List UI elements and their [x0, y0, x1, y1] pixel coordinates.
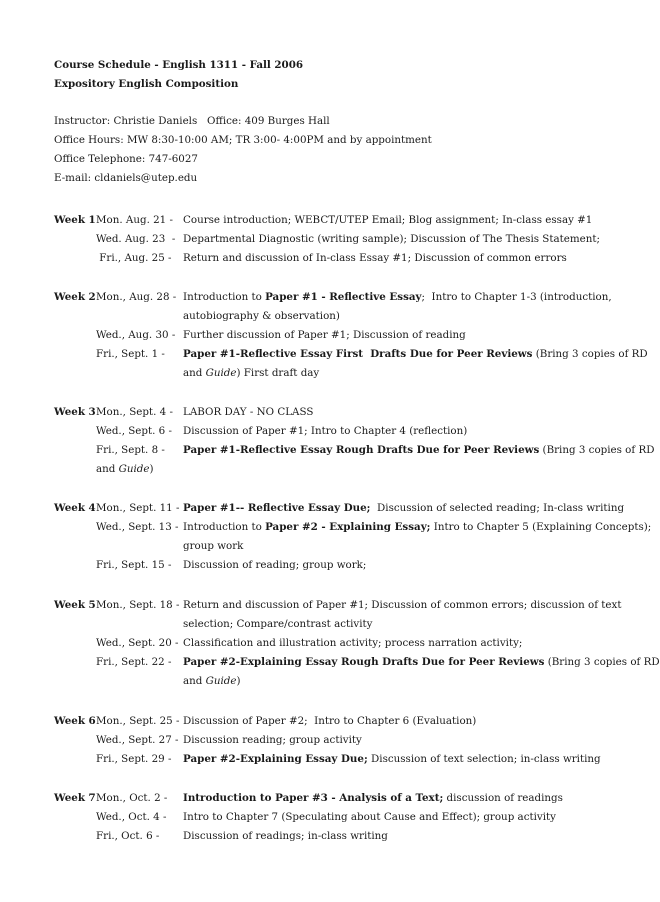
week-label: Week 1 — [54, 214, 96, 226]
office-phone-line: Office Telephone: 747-6027 — [54, 153, 198, 165]
session-date: Fri., Oct. 6 - — [96, 830, 160, 842]
schedule-row — [54, 441, 655, 460]
week-block — [54, 499, 652, 575]
bold-text: Paper #1 - Reflective Essay — [265, 291, 422, 303]
session-date: Fri., Sept. 15 - — [96, 559, 172, 571]
bold-text: Paper #1-- Reflective Essay Due; — [183, 502, 371, 514]
description-continuation — [183, 307, 614, 326]
document-header — [54, 56, 303, 94]
schedule-row — [54, 789, 614, 808]
week-label: Week 3 — [54, 406, 96, 418]
session-description — [183, 653, 660, 672]
text-segment: Return and discussion of Paper #1; Discussion of common errors; discussion of text — [183, 599, 622, 611]
session-description — [183, 288, 612, 307]
schedule-row — [54, 827, 614, 846]
text-segment: group work — [183, 540, 244, 552]
session-description — [183, 827, 603, 846]
text-segment: Discussion of text selection; in-class writing — [367, 753, 601, 765]
session-date: Mon., Sept. 25 - — [96, 715, 180, 727]
week-block — [54, 596, 660, 691]
bold-text: Introduction to Paper #3 - Analysis of a Text; — [183, 792, 444, 804]
session-description — [183, 518, 652, 537]
schedule-row — [54, 499, 625, 518]
description-continuation — [183, 672, 614, 691]
session-date: Fri., Sept. 29 - — [96, 753, 172, 765]
text-segment: ) — [236, 675, 241, 687]
text-segment: (Bring 3 copies of RD — [539, 444, 655, 456]
session-description — [183, 712, 603, 731]
session-date: Wed., Sept. 6 - — [96, 425, 172, 437]
session-description — [183, 326, 603, 345]
session-date: Mon. Aug. 21 - — [96, 214, 173, 226]
bold-text: Paper #2-Explaining Essay Rough Drafts Due for Peer Reviews — [183, 656, 545, 668]
text-segment: and — [183, 367, 206, 379]
schedule-row — [54, 518, 652, 537]
text-segment: discussion of readings — [443, 792, 563, 804]
schedule-row — [54, 750, 614, 769]
schedule-row — [54, 211, 614, 230]
schedule-row — [54, 712, 614, 731]
schedule-row — [54, 596, 622, 615]
instructor-info — [54, 112, 432, 188]
email-line: E-mail: cldaniels@utep.edu — [54, 172, 198, 184]
session-description — [183, 441, 655, 460]
instructor-line: Instructor: Christie Daniels Office: 409 Burges Hall — [54, 115, 330, 127]
session-date: Wed., Oct. 4 - — [96, 811, 167, 823]
week-label: Week 4 — [54, 502, 96, 514]
schedule-row — [54, 653, 660, 672]
office-hours-line: Office Hours: MW 8:30-10:00 AM; TR 3:00- 4:00PM and by appointment — [54, 134, 432, 146]
week-block — [54, 789, 614, 846]
course-title: Course Schedule - English 1311 - Fall 2006 — [54, 59, 304, 71]
text-segment: Discussion of Paper #1; Intro to Chapter 4 (reflection) — [183, 425, 468, 437]
week-block — [54, 403, 655, 479]
text-segment: Return and discussion of In-class Essay #1; Discussion of common errors — [183, 252, 567, 264]
session-description — [183, 499, 625, 518]
week-block — [54, 288, 648, 383]
week-block — [54, 211, 614, 268]
text-segment: Introduction to — [183, 291, 266, 303]
session-date: Mon., Sept. 11 - — [96, 502, 180, 514]
session-description — [183, 634, 603, 653]
italic-text: Guide — [118, 463, 150, 475]
text-segment: and — [96, 463, 119, 475]
course-subtitle: Expository English Composition — [54, 78, 239, 90]
schedule-row — [54, 249, 614, 268]
session-description — [183, 211, 603, 230]
bold-text: Paper #1-Reflective Essay Rough Drafts Due for Peer Reviews — [183, 444, 540, 456]
session-date: Wed., Sept. 20 - — [96, 637, 179, 649]
schedule-row — [54, 808, 614, 827]
session-description — [183, 230, 603, 249]
text-segment: Classification and illustration activity; process narration activity; — [183, 637, 523, 649]
session-date: Fri., Sept. 8 - — [96, 444, 165, 456]
text-segment: Intro to Chapter 7 (Speculating about Cause and Effect); group activity — [183, 811, 556, 823]
text-segment: selection; Compare/contrast activity — [183, 618, 373, 630]
session-description — [183, 556, 603, 575]
schedule-row — [54, 345, 648, 364]
text-segment: ) First draft day — [236, 367, 320, 379]
session-description — [183, 731, 603, 750]
session-description — [183, 789, 603, 808]
italic-text: Guide — [205, 367, 237, 379]
text-segment: LABOR DAY - NO CLASS — [183, 406, 314, 418]
schedule-row — [54, 634, 614, 653]
schedule-row — [54, 422, 614, 441]
week-label: Week 6 — [54, 715, 96, 727]
description-continuation — [183, 537, 614, 556]
description-continuation — [183, 615, 614, 634]
session-description — [183, 403, 603, 422]
bold-text: Paper #2-Explaining Essay Due; — [183, 753, 368, 765]
text-segment: Discussion of readings; in-class writing — [183, 830, 388, 842]
session-date: Wed. Aug. 23 - — [96, 233, 176, 245]
session-date: Mon., Sept. 18 - — [96, 599, 180, 611]
schedule-row — [54, 288, 614, 307]
schedule-row — [54, 326, 614, 345]
session-date: Wed., Sept. 27 - — [96, 734, 179, 746]
text-segment: autobiography & observation) — [183, 310, 340, 322]
bold-text: Paper #2 - Explaining Essay; — [265, 521, 431, 533]
week-label: Week 2 — [54, 291, 96, 303]
text-segment: Departmental Diagnostic (writing sample); Discussion of The Thesis Statement; — [183, 233, 600, 245]
text-segment: Discussion of reading; group work; — [183, 559, 367, 571]
text-segment: (Bring 3 copies of RD — [532, 348, 648, 360]
session-description — [183, 750, 603, 769]
italic-text: Guide — [205, 675, 237, 687]
session-description — [183, 422, 603, 441]
text-segment: Discussion of selected reading; In-class writing — [370, 502, 625, 514]
session-date: Mon., Aug. 28 - — [96, 291, 177, 303]
session-date: Fri., Aug. 25 - — [96, 252, 172, 264]
session-date: Fri., Sept. 1 - — [96, 348, 165, 360]
text-segment: ; Intro to Chapter 1-3 (introduction, — [421, 291, 612, 303]
schedule-row — [54, 230, 614, 249]
text-segment: ) — [149, 463, 154, 475]
session-date: Mon., Sept. 4 - — [96, 406, 173, 418]
week-label: Week 7 — [54, 792, 96, 804]
bold-text: Paper #1-Reflective Essay First Drafts Due for Peer Reviews — [183, 348, 533, 360]
schedule-row — [54, 731, 614, 750]
session-date: Mon., Oct. 2 - — [96, 792, 168, 804]
text-segment: and — [183, 675, 206, 687]
text-segment: Further discussion of Paper #1; Discussion of reading — [183, 329, 466, 341]
session-date: Wed., Aug. 30 - — [96, 329, 176, 341]
text-segment: Course introduction; WEBCT/UTEP Email; Blog assignment; In-class essay #1 — [183, 214, 593, 226]
description-continuation — [183, 364, 614, 383]
text-segment: (Bring 3 copies of RD — [544, 656, 660, 668]
session-date: Fri., Sept. 22 - — [96, 656, 172, 668]
session-date: Wed., Sept. 13 - — [96, 521, 179, 533]
text-segment: Discussion of Paper #2; Intro to Chapter 6 (Evaluation) — [183, 715, 477, 727]
text-segment: Intro to Chapter 5 (Explaining Concepts); — [430, 521, 652, 533]
week-label: Week 5 — [54, 599, 96, 611]
session-description — [183, 249, 603, 268]
text-segment: Discussion reading; group activity — [183, 734, 362, 746]
session-description — [183, 345, 648, 364]
session-description — [183, 808, 603, 827]
session-description — [183, 596, 622, 615]
schedule-row — [54, 403, 614, 422]
text-segment: Introduction to — [183, 521, 266, 533]
week-block — [54, 712, 614, 769]
schedule-row — [54, 556, 614, 575]
description-continuation — [96, 460, 614, 479]
